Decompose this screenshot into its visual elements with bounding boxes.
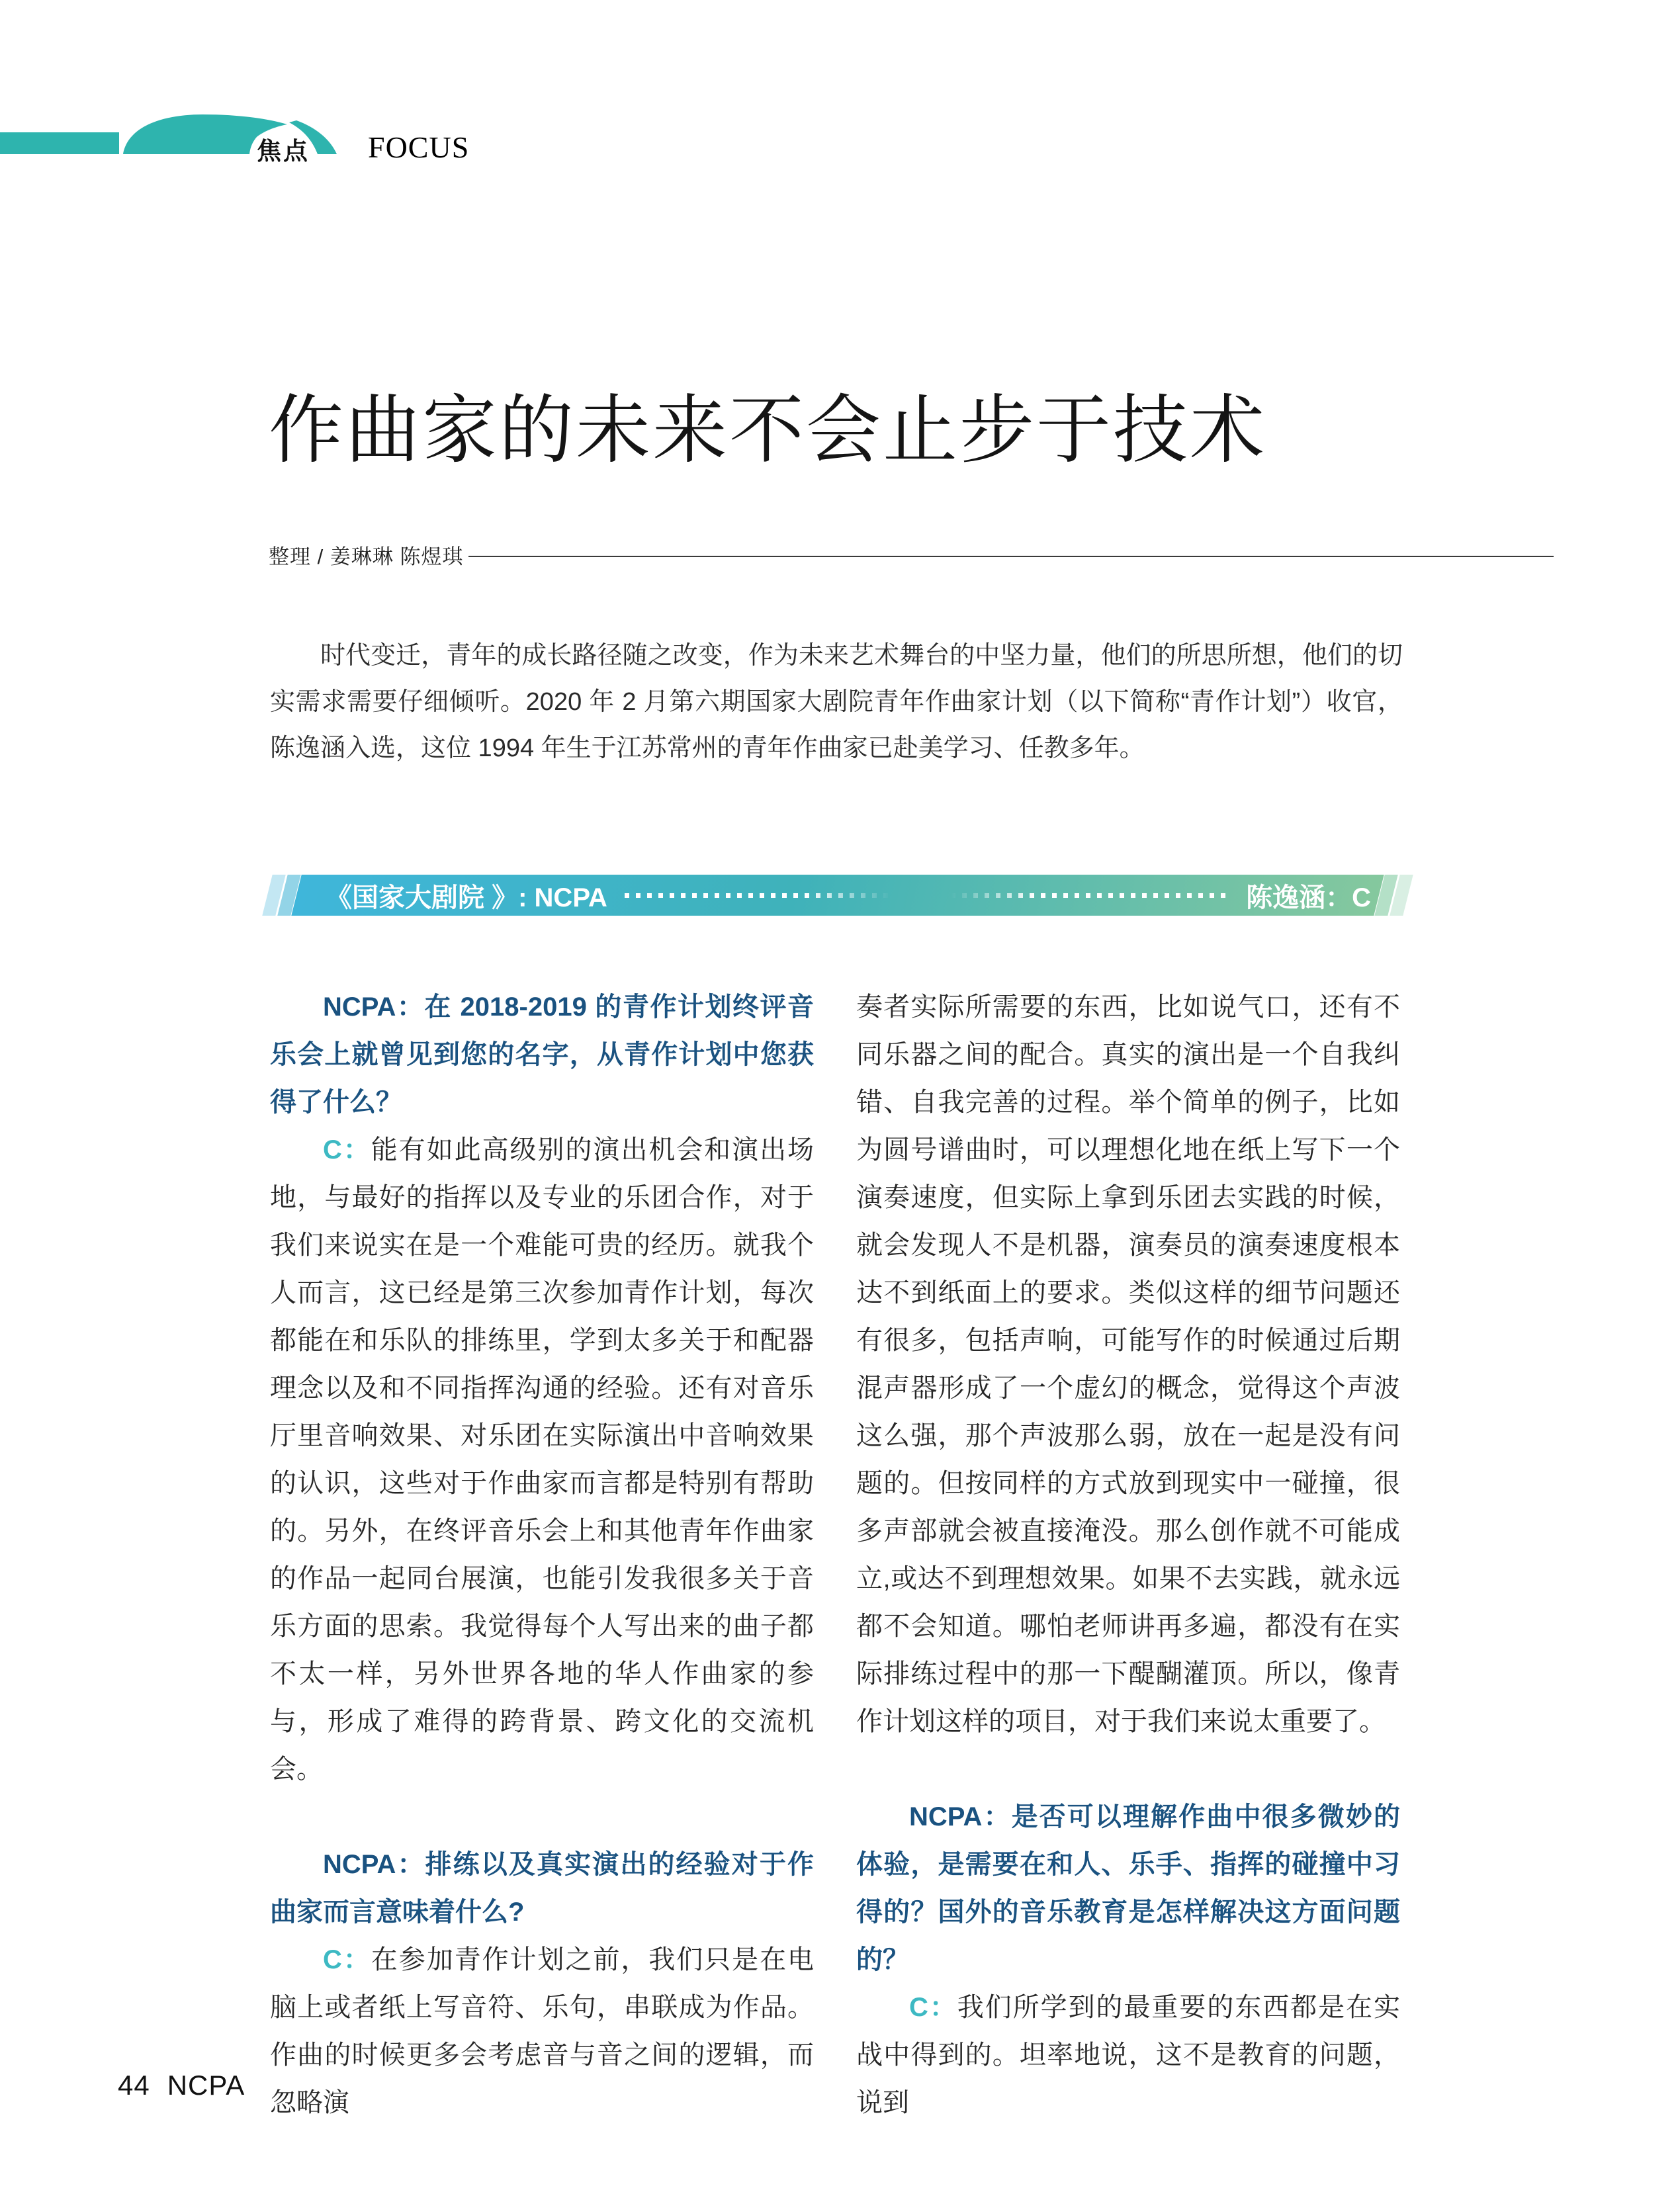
answer-3-text: 我们所学到的最重要的东西都是在实战中得到的。坦率地说，这不是教育的问题，说到 <box>856 1993 1401 2117</box>
banner-content <box>270 875 1405 916</box>
answer-2-continuation: 奏者实际所需要的东西，比如说气口，还有不同乐器之间的配合。真实的演出是一个自我纠错、自我完善的过程。举个简单的例子，比如为圆号谱曲时，可以理想化地在纸上写下一个演奏速度，但实际上拿到乐团去实践的时候，就会发现人不是机器，演奏员的演奏速度根本达不到纸面上的要求。类似这样的细节问题还有很多，包括声响，可能写作的时候通过后期混声器形成了一个虚幻的概念，觉得这个声波这么强，那个声波那么弱，放在一起是没有问题的。但按同样的方式放到现实中一碰撞，很多声部就会被直接淹没。那么创作就不可能成立,或达不到理想效果。如果不去实践，就永远都不会知道。哪怕老师讲再多遍，都没有在实际排练过程中的那一下醍醐灌顶。所以，像青作计划这样的项目，对于我们来说太重要了。 <box>856 992 1400 1736</box>
banner-interviewer-label: 《国家大剧院 》: NCPA <box>326 883 607 912</box>
question-1: NCPA：在 2018-2019 的青作计划终评音乐会上就曾见到您的名字，从青作计划中您获得了什么？ <box>270 992 814 1117</box>
answer-2 <box>270 1936 814 2126</box>
column-right <box>856 983 1400 2126</box>
column-left <box>270 983 814 2126</box>
page-footer <box>118 2070 245 2101</box>
speaker-label: C： <box>909 1993 957 2022</box>
answer-2-text: 在参加青作计划之前，我们只是在电脑上或者纸上写音符、乐句，串联成为作品。作曲的时候更多会考虑音与音之间的逻辑，而忽略演 <box>270 1945 815 2117</box>
banner-interviewee-label: 陈逸涵：C <box>1246 883 1371 912</box>
focus-section-header <box>0 110 503 165</box>
speaker-label: C： <box>323 1945 371 1974</box>
speaker-label: C： <box>323 1135 371 1164</box>
answer-1 <box>270 1126 814 1793</box>
banner-dotted-leader <box>625 893 1229 898</box>
footer-page-number: 44 <box>118 2070 150 2101</box>
answer-1-text: 能有如此高级别的演出机会和演出场地，与最好的指挥以及专业的乐团合作，对于我们来说实在是一个难能可贵的经历。就我个人而言，这已经是第三次参加青作计划，每次都能在和乐队的排练里，学到太多关于和配器理念以及和不同指挥沟通的经验。还有对音乐厅里音响效果、对乐团在实际演出中音响效果的认识，这些对于作曲家而言都是特别有帮助的。另外，在终评音乐会上和其他青年作曲家的作品一起同台展演，也能引发我很多关于音乐方面的思索。我觉得每个人写出来的曲子都不太一样，另外世界各地的华人作曲家的参与，形成了难得的跨背景、跨文化的交流机会。 <box>270 1135 815 1784</box>
question-3: NCPA：是否可以理解作曲中很多微妙的体验，是需要在和人、乐手、指挥的碰撞中习得的？国外的音乐教育是怎样解决这方面问题的？ <box>856 1802 1400 1974</box>
focus-tag-english: FOCUS <box>368 130 470 164</box>
question-2: NCPA：排练以及真实演出的经验对于作曲家而言意味着什么? <box>270 1850 814 1927</box>
byline: 整理 / 姜琳琳 陈煜琪 <box>269 545 464 568</box>
article-title: 作曲家的未来不会止步于技术 <box>269 390 1266 472</box>
intro-paragraph: 时代变迁，青年的成长路径随之改变，作为未来艺术舞台的中坚力量，他们的所思所想，他们的切实需求需要仔细倾听。2020 年 2 月第六期国家大剧院青年作曲家计划（以下简称“青作计划”）收官，陈逸涵入选，这位 1994 年生于江苏常州的青年作曲家已赴美学习、任教多年。 <box>270 642 1403 762</box>
interview-banner <box>270 875 1405 916</box>
answer-3 <box>856 1984 1400 2126</box>
byline-rule <box>468 556 1554 557</box>
footer-magazine-name: NCPA <box>167 2070 245 2101</box>
focus-tag-chinese: 焦点 <box>257 138 310 165</box>
